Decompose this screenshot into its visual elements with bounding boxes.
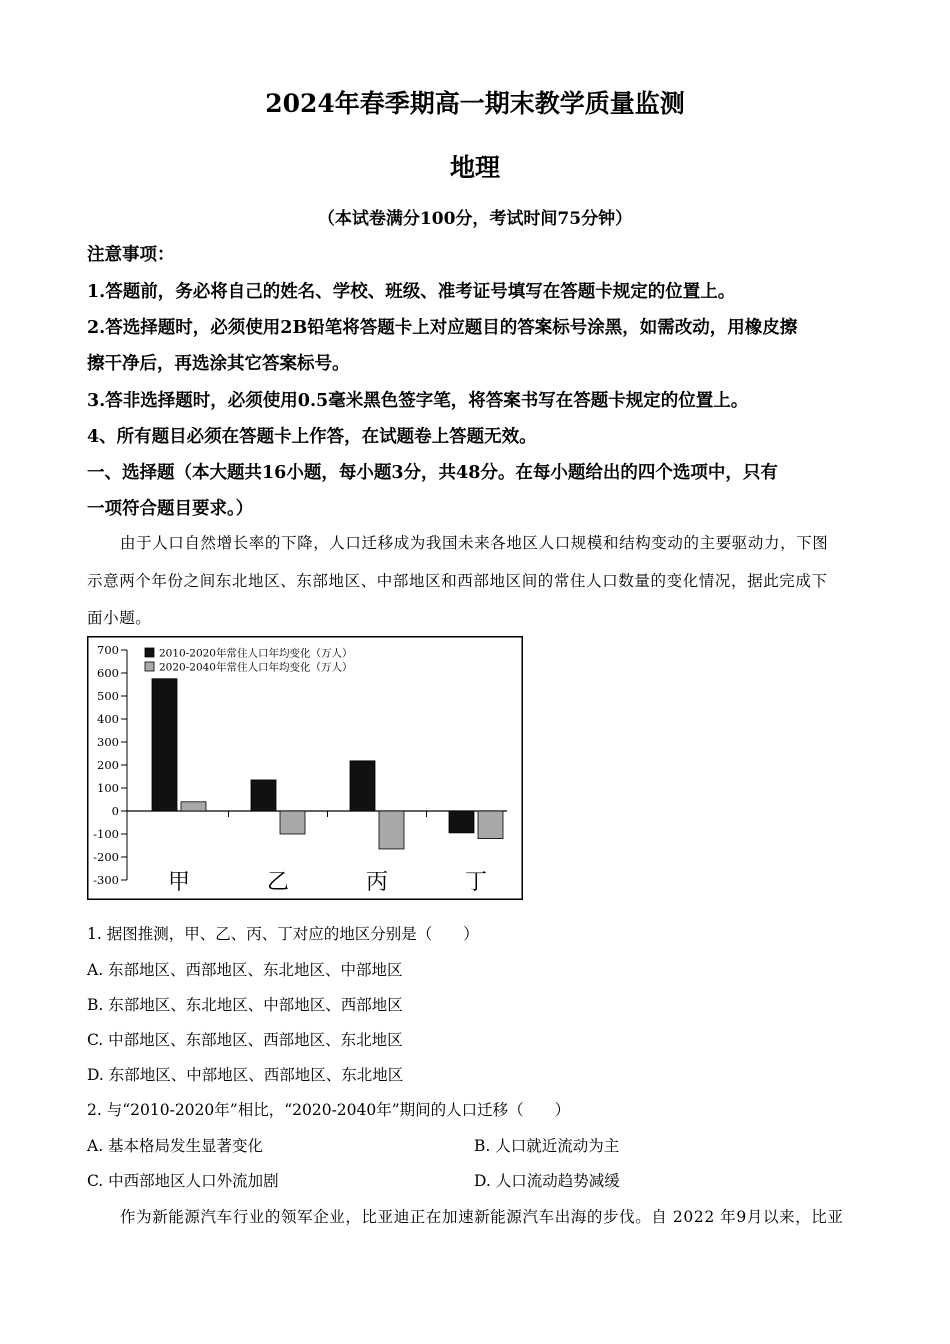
category-label: 丁 (464, 870, 488, 895)
question-1-option-a: A. 东部地区、西部地区、东北地区、中部地区 (87, 961, 403, 979)
notice-item-3: 3.答非选择题时，必须使用0.5毫米黑色签字笔，将答案书写在答题卡规定的位置上。 (87, 391, 749, 411)
section-heading-cont: 一项符合题目要求。） (87, 499, 254, 519)
legend-swatch (145, 662, 154, 671)
bar-甲-series-1 (152, 679, 177, 811)
legend-swatch (145, 648, 154, 657)
category-label: 丙 (365, 870, 389, 895)
question-2-option-c: C. 中西部地区人口外流加剧 (87, 1172, 279, 1190)
notice-item-1: 1.答题前，务必将自己的姓名、学校、班级、准考证号填写在答题卡规定的位置上。 (87, 282, 736, 302)
question-2-option-d: D. 人口流动趋势减缓 (474, 1172, 620, 1190)
exam-note: （本试卷满分100分，考试时间75分钟） (317, 209, 633, 229)
y-tick-label: -200 (93, 850, 119, 864)
passage1-line-2: 示意两个年份之间东北地区、东部地区、中部地区和西部地区间的常住人口数量的变化情况，据此完成下 (87, 572, 828, 590)
y-tick-label: 0 (111, 804, 119, 818)
y-tick-label: 500 (97, 689, 119, 703)
question-1-option-d: D. 东部地区、中部地区、西部地区、东北地区 (87, 1066, 404, 1084)
y-tick-label: 700 (97, 643, 119, 657)
exam-title: 2024年春季期高一期末教学质量监测 (265, 89, 685, 118)
question-1-stem: 1. 据图推测，甲、乙、丙、丁对应的地区分别是（ ） (87, 925, 479, 943)
legend-label: 2010-2020年常住人口年均变化（万人） (159, 647, 353, 660)
population-chart (87, 636, 523, 900)
y-tick-label: 300 (97, 735, 119, 749)
bar-丙-series-1 (350, 761, 375, 811)
subject-title: 地理 (449, 153, 500, 182)
passage1-line-1: 由于人口自然增长率的下降，人口迁移成为我国未来各地区人口规模和结构变动的主要驱动力，下图 (120, 534, 829, 552)
passage1-line-3: 面小题。 (87, 609, 152, 627)
question-2-option-b: B. 人口就近流动为主 (474, 1137, 620, 1155)
category-label: 乙 (266, 870, 290, 895)
category-label: 甲 (167, 870, 191, 895)
bar-丁-series-1 (449, 811, 474, 833)
passage2-line-1: 作为新能源汽车行业的领军企业，比亚迪正在加速新能源汽车出海的步伐。自 2022 年9月以来，比亚 (120, 1208, 844, 1226)
bar-丁-series-2 (478, 811, 503, 839)
y-tick-label: 100 (97, 781, 119, 795)
notice-item-4: 4、所有题目必须在答题卡上作答，在试题卷上答题无效。 (87, 427, 537, 447)
bar-丙-series-2 (379, 811, 404, 849)
notice-item-2: 2.答选择题时，必须使用2B铅笔将答题卡上对应题目的答案标号涂黑，如需改动，用橡皮擦 (87, 318, 798, 338)
question-2-stem: 2. 与“2010-2020年”相比，“2020-2040年”期间的人口迁移（ ） (87, 1101, 571, 1119)
bar-乙-series-2 (280, 811, 305, 834)
section-heading: 一、选择题（本大题共16小题，每小题3分，共48分。在每小题给出的四个选项中，只有 (87, 463, 778, 483)
question-1-option-b: B. 东部地区、东北地区、中部地区、西部地区 (87, 996, 403, 1014)
bar-乙-series-1 (251, 780, 276, 811)
bar-甲-series-2 (181, 802, 206, 811)
y-tick-label: -300 (93, 873, 119, 887)
question-1-option-c: C. 中部地区、东部地区、西部地区、东北地区 (87, 1031, 403, 1049)
y-tick-label: 600 (97, 666, 119, 680)
y-tick-label: 200 (97, 758, 119, 772)
y-tick-label: -100 (93, 827, 119, 841)
notice-item-2-cont: 擦干净后，再选涂其它答案标号。 (87, 354, 350, 374)
legend-label: 2020-2040年常住人口年均变化（万人） (159, 661, 353, 674)
bar-chart-svg (87, 636, 523, 900)
y-tick-label: 400 (97, 712, 119, 726)
notice-heading: 注意事项： (87, 245, 175, 265)
question-2-option-a: A. 基本格局发生显著变化 (87, 1137, 264, 1155)
